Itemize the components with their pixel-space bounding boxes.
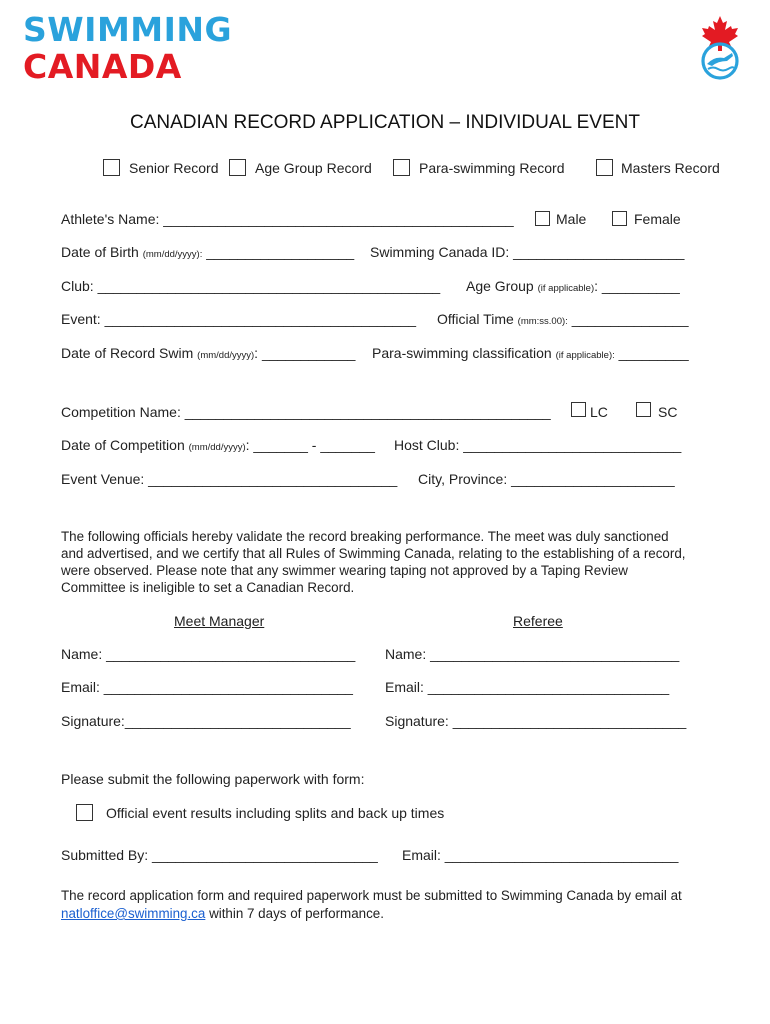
meet-manager-heading: Meet Manager (174, 613, 265, 629)
dob-format: (mm/dd/yyyy): (142, 249, 203, 260)
record-date-format: (mm/dd/yyyy) (197, 350, 255, 361)
competition-name-field[interactable]: Competition Name: _______________________________________________ (61, 404, 551, 420)
lc-checkbox[interactable] (571, 402, 586, 417)
date-of-birth-field[interactable] (61, 244, 354, 260)
referee-name-field[interactable]: Name: ________________________________ (385, 646, 680, 662)
official-results-checkbox[interactable] (76, 804, 93, 821)
meet-manager-email-field[interactable]: Email: ________________________________ (61, 679, 353, 695)
referee-signature-field[interactable]: Signature: ______________________________ (385, 713, 687, 729)
meet-manager-name-field[interactable]: Name: ________________________________ (61, 646, 356, 662)
senior-record-checkbox[interactable] (103, 159, 120, 176)
email-link[interactable]: natloffice@swimming.ca (61, 906, 206, 921)
record-date-label: Date of Record Swim (61, 345, 194, 361)
age-group-record-label: Age Group Record (255, 160, 372, 176)
dob-line: ___________________ (206, 244, 355, 260)
swimming-canada-id-field[interactable]: Swimming Canada ID: ______________________ (370, 244, 685, 260)
official-time-label: Official Time (437, 311, 514, 327)
sc-label: SC (658, 404, 678, 420)
event-venue-field[interactable]: Event Venue: ________________________________ (61, 471, 398, 487)
official-time-format: (mm:ss.00): (517, 316, 568, 327)
male-checkbox[interactable] (535, 211, 550, 226)
paperwork-heading: Please submit the following paperwork with form: (61, 771, 365, 787)
official-results-label: Official event results including splits and back up times (106, 805, 445, 821)
lc-label: LC (590, 404, 608, 420)
competition-date-format: (mm/dd/yyyy) (188, 442, 246, 453)
logo-canada: CANADA (23, 47, 182, 86)
official-time-line: _______________ (571, 311, 689, 327)
city-province-field[interactable]: City, Province: _____________________ (418, 471, 675, 487)
meet-manager-signature-field[interactable]: Signature:_____________________________ (61, 713, 351, 729)
club-field[interactable]: Club: ____________________________________________ (61, 278, 441, 294)
male-label: Male (556, 211, 587, 227)
female-checkbox[interactable] (612, 211, 627, 226)
validation-paragraph: The following officials hereby validate the record breaking performance. The meet was duly sanctioned and advertised, and we certify that all Rules of Swimming Canada, relating to the establishing of a record, were observed. Please note that any swimmer wearing taping not approved by a Taping Review Committee is ineligible to set a Canadian Record. (61, 529, 686, 595)
submitter-email-field[interactable]: Email: ______________________________ (402, 847, 679, 863)
date-of-competition-field[interactable] (61, 437, 375, 453)
host-club-field[interactable]: Host Club: ____________________________ (394, 437, 682, 453)
senior-record-label: Senior Record (129, 160, 219, 176)
sc-checkbox[interactable] (636, 402, 651, 417)
event-field[interactable]: Event: ________________________________________ (61, 311, 417, 327)
form-title: CANADIAN RECORD APPLICATION – INDIVIDUAL EVENT (130, 112, 640, 133)
footer-text-after: within 7 days of performance. (205, 906, 384, 921)
submitted-by-field[interactable]: Submitted By: _____________________________ (61, 847, 378, 863)
athlete-name-field[interactable]: Athlete's Name: _____________________________________________ (61, 211, 514, 227)
age-group-record-checkbox[interactable] (229, 159, 246, 176)
competition-date-line: : _______ - _______ (245, 437, 375, 453)
para-classification-field[interactable] (372, 345, 689, 361)
referee-heading: Referee (513, 613, 563, 629)
age-group-field[interactable] (466, 278, 680, 294)
age-group-line: : __________ (594, 278, 680, 294)
para-swimming-record-checkbox[interactable] (393, 159, 410, 176)
footer-text-before: The record application form and required paperwork must be submitted to Swimming Canada by email at (61, 888, 682, 903)
referee-email-field[interactable]: Email: _______________________________ (385, 679, 670, 695)
record-date-line: : ____________ (254, 345, 356, 361)
para-swimming-record-label: Para-swimming Record (419, 160, 565, 176)
para-class-label: Para-swimming classification (372, 345, 552, 361)
swimming-canada-emblem-icon (694, 14, 746, 82)
para-class-line: _________ (618, 345, 689, 361)
para-class-note: (if applicable): (555, 350, 615, 361)
logo-swimming: SWIMMING (23, 10, 233, 49)
dob-label: Date of Birth (61, 244, 139, 260)
date-of-record-swim-field[interactable] (61, 345, 355, 361)
age-group-note: (if applicable) (537, 283, 595, 294)
competition-date-label: Date of Competition (61, 437, 185, 453)
female-label: Female (634, 211, 681, 227)
masters-record-label: Masters Record (621, 160, 720, 176)
submission-instructions (61, 887, 701, 923)
age-group-label: Age Group (466, 278, 534, 294)
masters-record-checkbox[interactable] (596, 159, 613, 176)
official-time-field[interactable] (437, 311, 688, 327)
